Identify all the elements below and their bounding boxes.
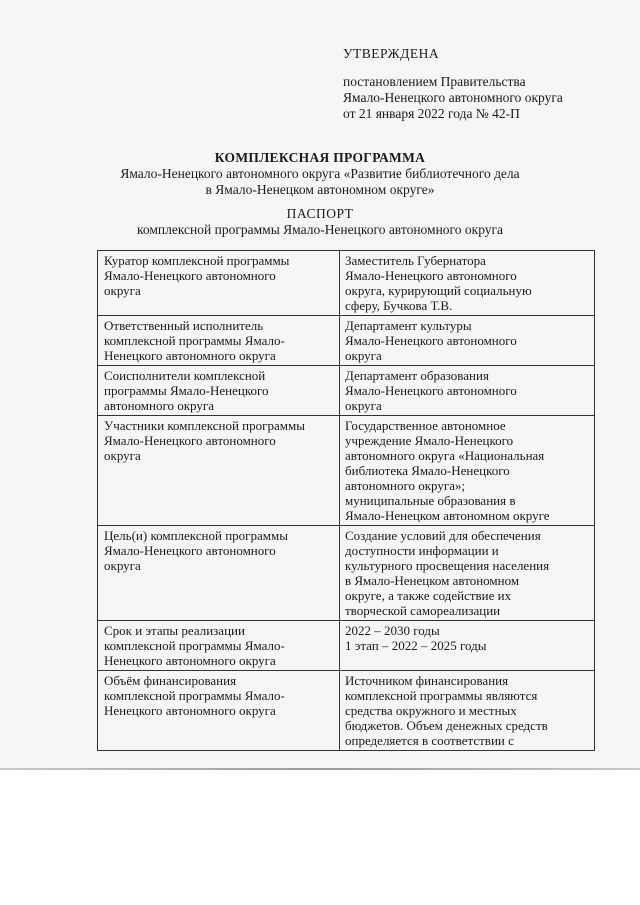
passport-heading-block xyxy=(0,206,640,238)
approval-stamp xyxy=(343,46,563,122)
table-row xyxy=(98,366,595,416)
passport-subtitle: комплексной программы Ямало-Ненецкого автономного округа xyxy=(136,222,504,237)
approval-line: Ямало-Ненецкого автономного округа xyxy=(343,90,563,105)
row-value-participants: Государственное автономное учреждение Ямало-Ненецкого автономного округа «Национальная библиотека Ямало-Ненецкого автономного округа»; муниципальные образования в Ямало-Ненецком автономном округе xyxy=(340,416,595,526)
row-label-financing: Объём финансирования комплексной программы Ямало- Ненецкого автономного округа xyxy=(98,671,340,751)
approval-line: постановлением Правительства xyxy=(343,74,526,89)
row-value-timeline: 2022 – 2030 годы 1 этап – 2022 – 2025 годы xyxy=(340,621,595,671)
row-label-executor: Ответственный исполнитель комплексной программы Ямало- Ненецкого автономного округа xyxy=(98,316,340,366)
program-title-sub: в Ямало-Ненецком автономном округе» xyxy=(205,182,435,197)
row-label-curator: Куратор комплексной программы Ямало-Ненецкого автономного округа xyxy=(98,251,340,316)
table-row xyxy=(98,251,595,316)
row-value-curator: Заместитель Губернатора Ямало-Ненецкого автономного округа, курирующий социальную сферу, Бучкова Т.В. xyxy=(340,251,595,316)
row-value-goal: Создание условий для обеспечения доступности информации и культурного просвещения населения в Ямало-Ненецком автономном округе, а также содействие их творческой самореализации xyxy=(340,526,595,621)
table-row xyxy=(98,316,595,366)
table-row xyxy=(98,526,595,621)
row-value-coexecutors: Департамент образования Ямало-Ненецкого автономного округа xyxy=(340,366,595,416)
approval-heading: УТВЕРЖДЕНА xyxy=(343,46,440,61)
row-label-participants: Участники комплексной программы Ямало-Ненецкого автономного округа xyxy=(98,416,340,526)
program-title-sub: Ямало-Ненецкого автономного округа «Развитие библиотечного дела xyxy=(120,166,520,181)
table-row xyxy=(98,671,595,751)
table-row xyxy=(98,416,595,526)
passport-heading: ПАСПОРТ xyxy=(286,206,354,221)
table-row xyxy=(98,621,595,671)
row-label-coexecutors: Соисполнители комплексной программы Ямало-Ненецкого автономного округа xyxy=(98,366,340,416)
row-value-executor: Департамент культуры Ямало-Ненецкого автономного округа xyxy=(340,316,595,366)
program-title xyxy=(0,150,640,198)
approval-line: от 21 января 2022 года № 42-П xyxy=(343,106,520,121)
program-title-main: КОМПЛЕКСНАЯ ПРОГРАММА xyxy=(214,150,426,165)
row-value-financing: Источником финансирования комплексной программы являются средства окружного и местных бюджетов. Объем денежных средств определяется в соответствии с xyxy=(340,671,595,751)
row-label-goal: Цель(и) комплексной программы Ямало-Ненецкого автономного округа xyxy=(98,526,340,621)
passport-table xyxy=(97,250,595,751)
row-label-timeline: Срок и этапы реализации комплексной программы Ямало- Ненецкого автономного округа xyxy=(98,621,340,671)
